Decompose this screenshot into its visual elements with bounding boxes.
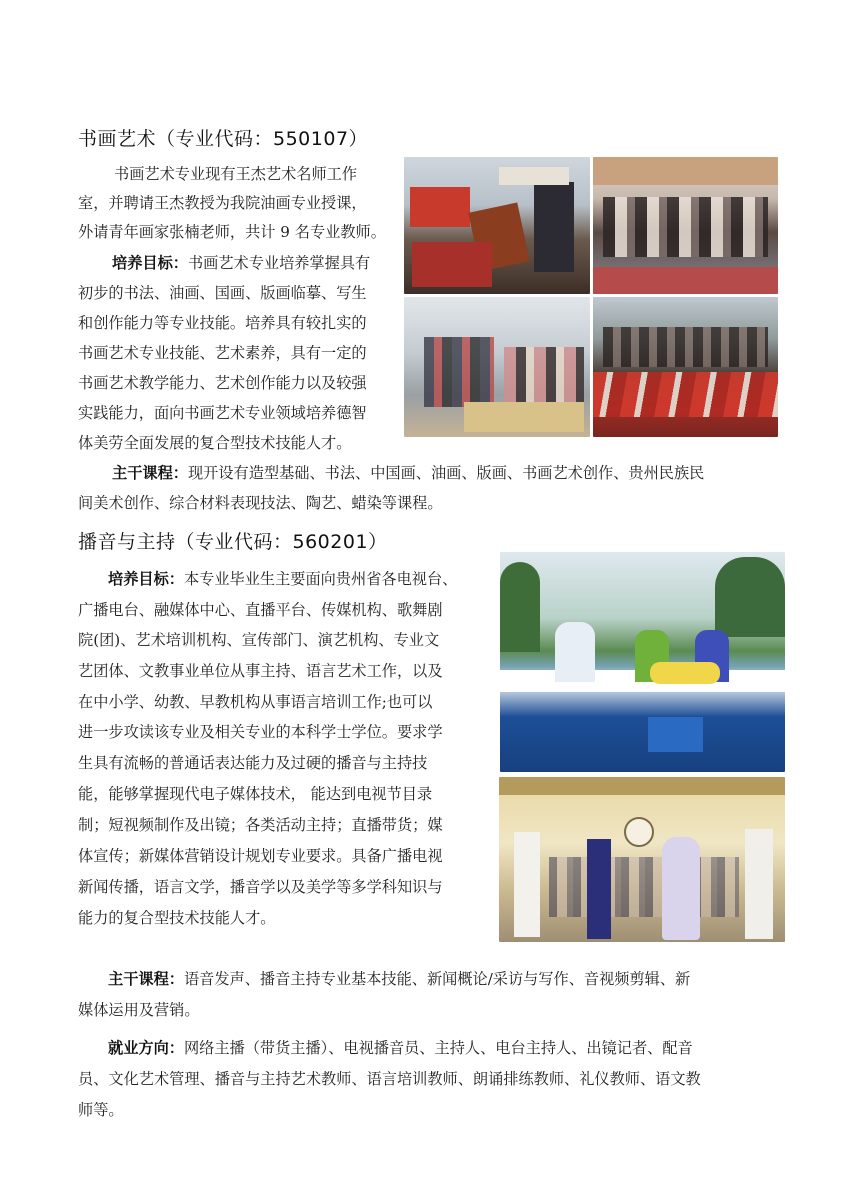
course-line: 媒体运用及营销。: [78, 1001, 200, 1019]
calligraphy-event-photo: [593, 297, 778, 437]
goal-line: 广播电台、融媒体中心、直播平台、传媒机构、歌舞剧: [78, 601, 443, 619]
goal-line: 初步的书法、油画、国画、版画临摹、写生: [78, 284, 367, 302]
goal-line: 新闻传播，语言文学，播音学以及美学等多学科知识与: [78, 878, 443, 896]
goal-line: 艺团体、文教事业单位从事主持、语言艺术工作，以及: [78, 662, 443, 680]
paragraph-line: 外请青年画家张楠老师，共计 9 名专业教师。: [78, 223, 386, 241]
goal-text: 书画艺术专业培养掌握具有: [187, 254, 371, 272]
goal-line: 实践能力，面向书画艺术专业领域培养德智: [78, 404, 367, 422]
career-line: 员、文化艺术管理、播音与主持艺术教师、语言培训教师、朗诵排练教师、礼仪教师、语文教: [78, 1070, 701, 1088]
goal-line: [108, 569, 457, 590]
goal-line: 能，能够掌握现代电子媒体技术， 能达到电视节目录: [78, 785, 433, 803]
goal-line: 在中小学、幼教、早教机构从事语言培训工作;也可以: [78, 693, 433, 711]
course-line: [112, 463, 704, 484]
goal-line: 体美劳全面发展的复合型技术技能人才。: [78, 434, 352, 452]
goal-line: 和创作能力等专业技能。培养具有较扎实的: [78, 314, 367, 332]
group-photo: [593, 157, 778, 294]
paragraph-line: 书画艺术专业现有王杰艺术名师工作: [114, 165, 357, 183]
course-line: 间美术创作、综合材料表现技法、陶艺、蜡染等课程。: [78, 494, 443, 512]
exhibition-photo: [404, 157, 590, 294]
career-label: 就业方向：: [108, 1039, 184, 1057]
course-label: 主干课程：: [108, 970, 184, 988]
career-line: 师等。: [78, 1101, 124, 1119]
gallery-visit-photo: [404, 297, 590, 437]
goal-label: 培养目标：: [108, 570, 184, 588]
goal-line: 制；短视频制作及出镜；各类活动主持；直播带货；媒: [78, 816, 443, 834]
goal-line: 生具有流畅的普通话表达能力及过硬的播音与主持技: [78, 754, 428, 772]
section-heading-calligraphy: 书画艺术（专业代码：550107）: [78, 128, 369, 150]
career-text: 网络主播（带货主播）、电视播音员、主持人、电台主持人、出镜记者、配音: [183, 1039, 693, 1057]
course-label: 主干课程：: [112, 464, 188, 482]
goal-line: 体宣传；新媒体营销设计规划专业要求。具备广播电视: [78, 847, 443, 865]
course-text: 现开设有造型基础、书法、中国画、油画、版画、书画艺术创作、贵州民族民: [187, 464, 705, 482]
tv-studio-photo: [500, 552, 785, 772]
goal-line: 能力的复合型技术技能人才。: [78, 909, 276, 927]
goal-line: 院(团)、艺术培训机构、宣传部门、演艺机构、专业文: [78, 631, 440, 649]
goal-line: 进一步攻读该专业及相关专业的本科学士学位。要求学: [78, 723, 443, 741]
paragraph-line: 室，并聘请王杰教授为我院油画专业授课，: [78, 194, 367, 212]
course-text: 语音发声、播音主持专业基本技能、新闻概论/采访与写作、音视频剪辑、新: [183, 970, 691, 988]
stage-performance-photo: [499, 777, 785, 942]
goal-line: [112, 253, 370, 274]
goal-text: 本专业毕业生主要面向贵州省各电视台、: [183, 570, 458, 588]
goal-line: 书画艺术专业技能、艺术素养，具有一定的: [78, 344, 367, 362]
section-heading-broadcasting: 播音与主持（专业代码：560201）: [78, 531, 388, 553]
career-line: [108, 1038, 693, 1059]
goal-line: 书画艺术教学能力、艺术创作能力以及较强: [78, 374, 367, 392]
goal-label: 培养目标：: [112, 254, 188, 272]
course-line: [108, 969, 690, 990]
